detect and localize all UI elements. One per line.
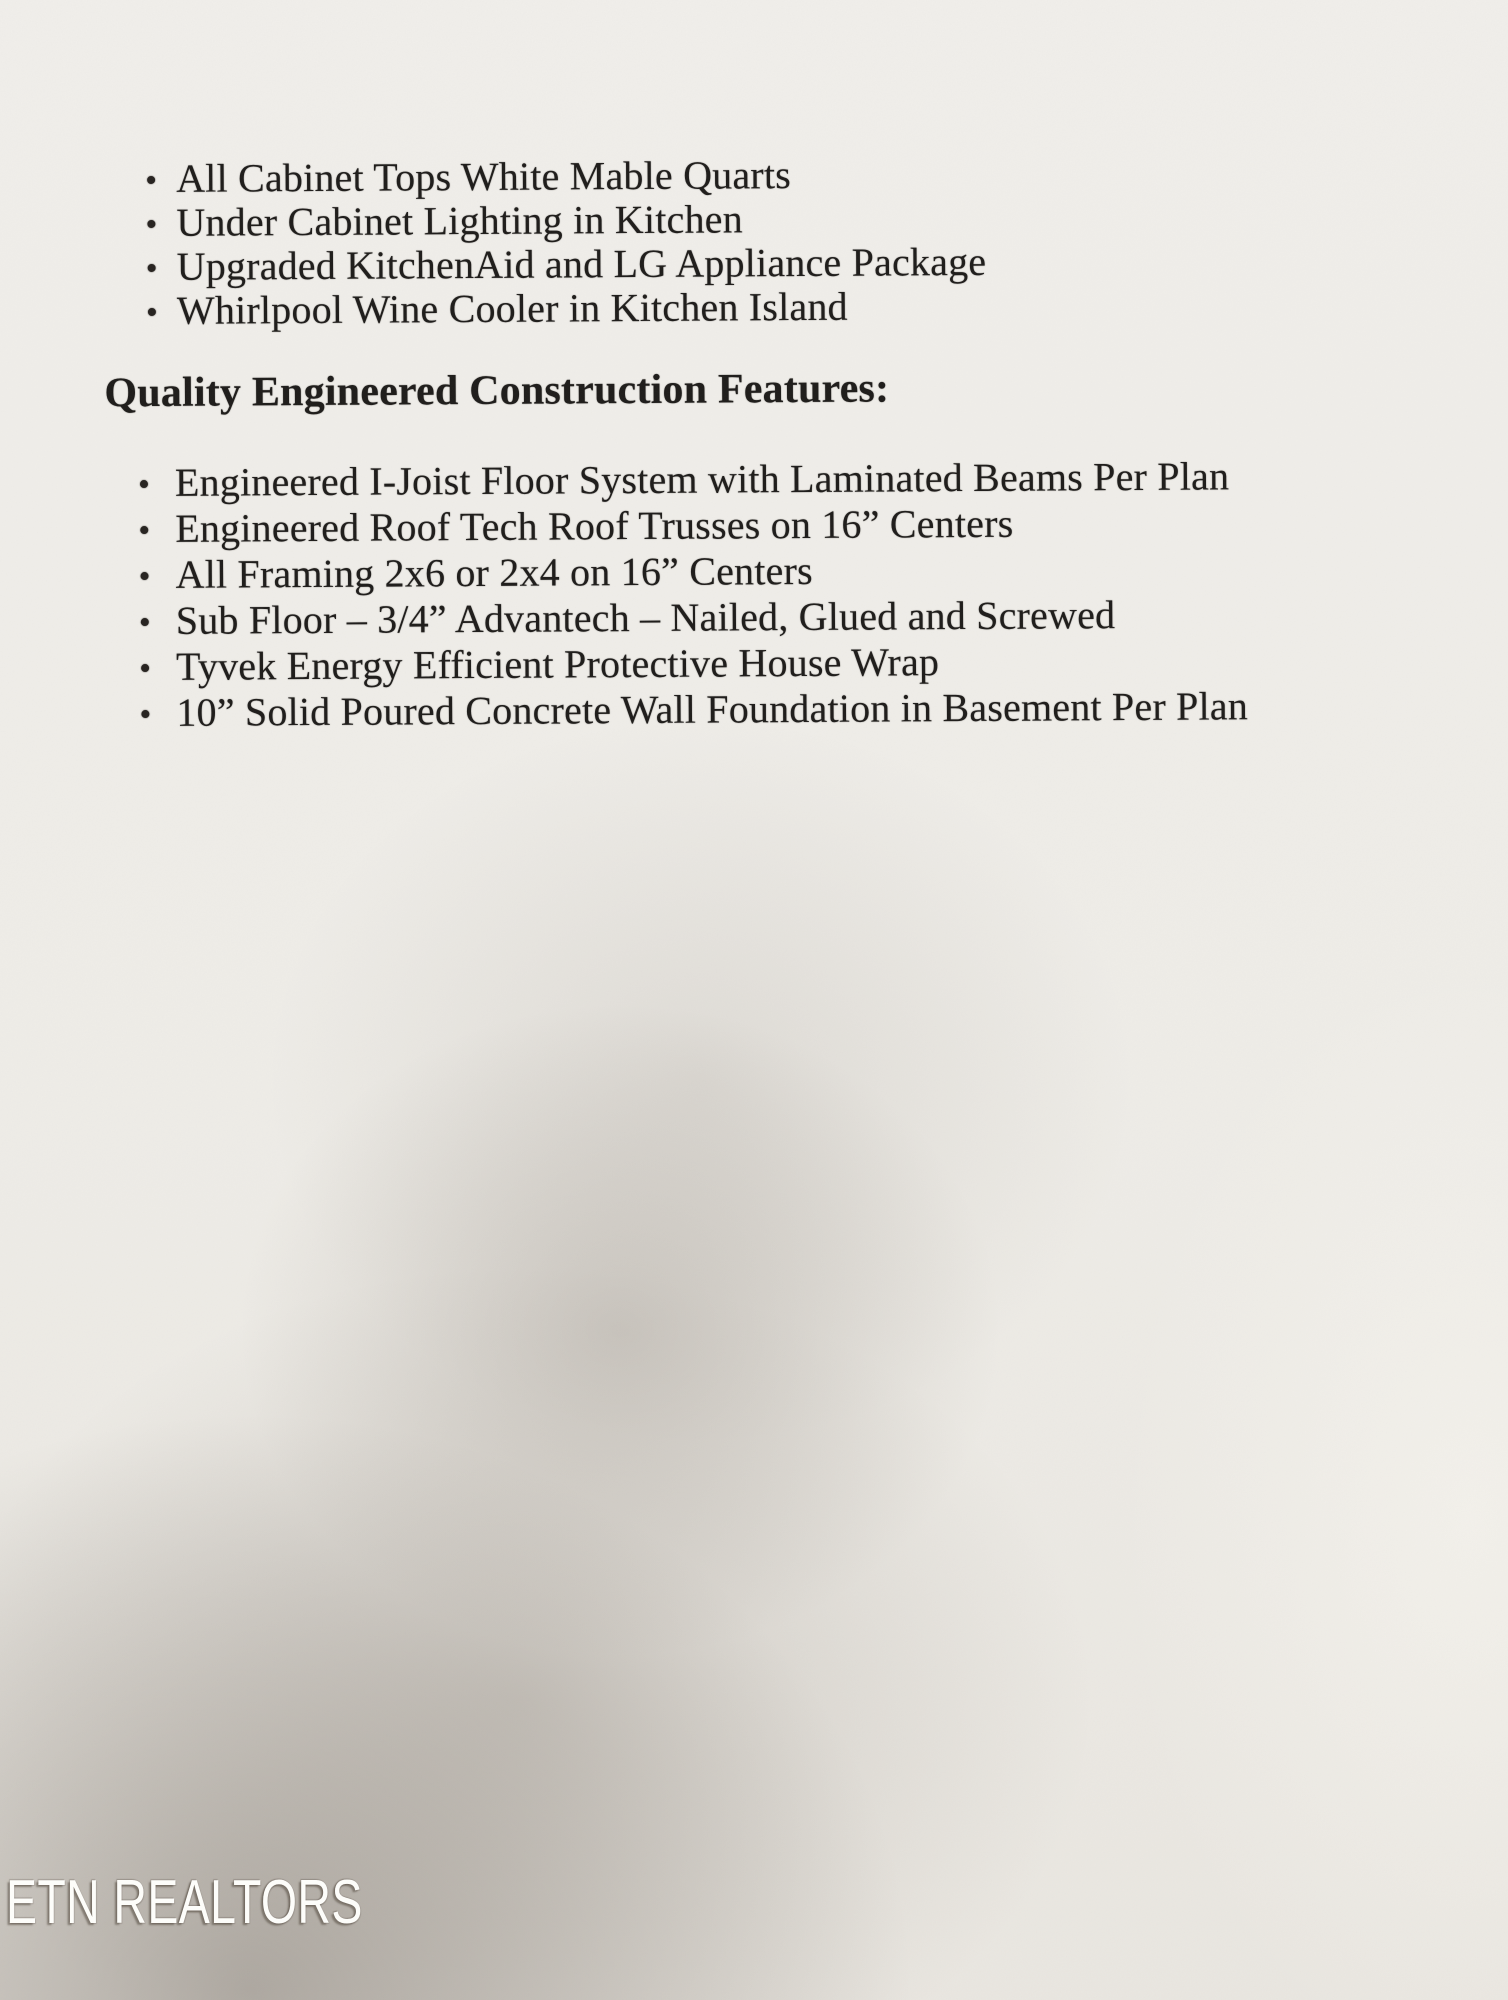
bullet-icon [141, 664, 149, 672]
list-item [141, 683, 1248, 736]
list-item [140, 453, 1247, 506]
list-item [141, 591, 1248, 644]
construction-features-list [140, 453, 1248, 736]
list-item [148, 284, 987, 333]
feature-text: Under Cabinet Lighting in Kitchen [176, 196, 743, 245]
kitchen-features-list [147, 152, 987, 333]
list-item [147, 152, 986, 201]
list-item [147, 196, 986, 245]
realtor-watermark: ETN REALTORS [6, 1868, 363, 1937]
bullet-icon [140, 480, 148, 488]
bullet-icon [147, 220, 155, 228]
list-item [141, 637, 1248, 690]
bullet-icon [148, 264, 156, 272]
feature-text: 10” Solid Poured Concrete Wall Foundation in Basement Per Plan [176, 683, 1249, 735]
feature-text: Whirlpool Wine Cooler in Kitchen Island [176, 283, 848, 333]
feature-text: All Framing 2x6 or 2x4 on 16” Centers [175, 547, 813, 597]
list-item [140, 499, 1247, 552]
feature-text: All Cabinet Tops White Mable Quarts [175, 152, 792, 201]
list-item [140, 545, 1247, 598]
bullet-icon [147, 176, 155, 184]
bullet-icon [141, 618, 149, 626]
feature-text: Engineered I-Joist Floor System with Laminated Beams Per Plan [174, 453, 1230, 505]
feature-text: Sub Floor – 3/4” Advantech – Nailed, Glued and Screwed [175, 592, 1116, 643]
list-item [148, 240, 987, 289]
feature-text: Engineered Roof Tech Roof Trusses on 16” Centers [175, 500, 1014, 551]
bullet-icon [140, 526, 148, 534]
bullet-icon [148, 308, 156, 316]
bullet-icon [141, 572, 149, 580]
feature-text: Tyvek Energy Efficient Protective House Wrap [175, 639, 940, 689]
bullet-icon [141, 710, 149, 718]
section-heading: Quality Engineered Construction Features: [104, 365, 890, 417]
feature-text: Upgraded KitchenAid and LG Appliance Package [176, 238, 987, 289]
